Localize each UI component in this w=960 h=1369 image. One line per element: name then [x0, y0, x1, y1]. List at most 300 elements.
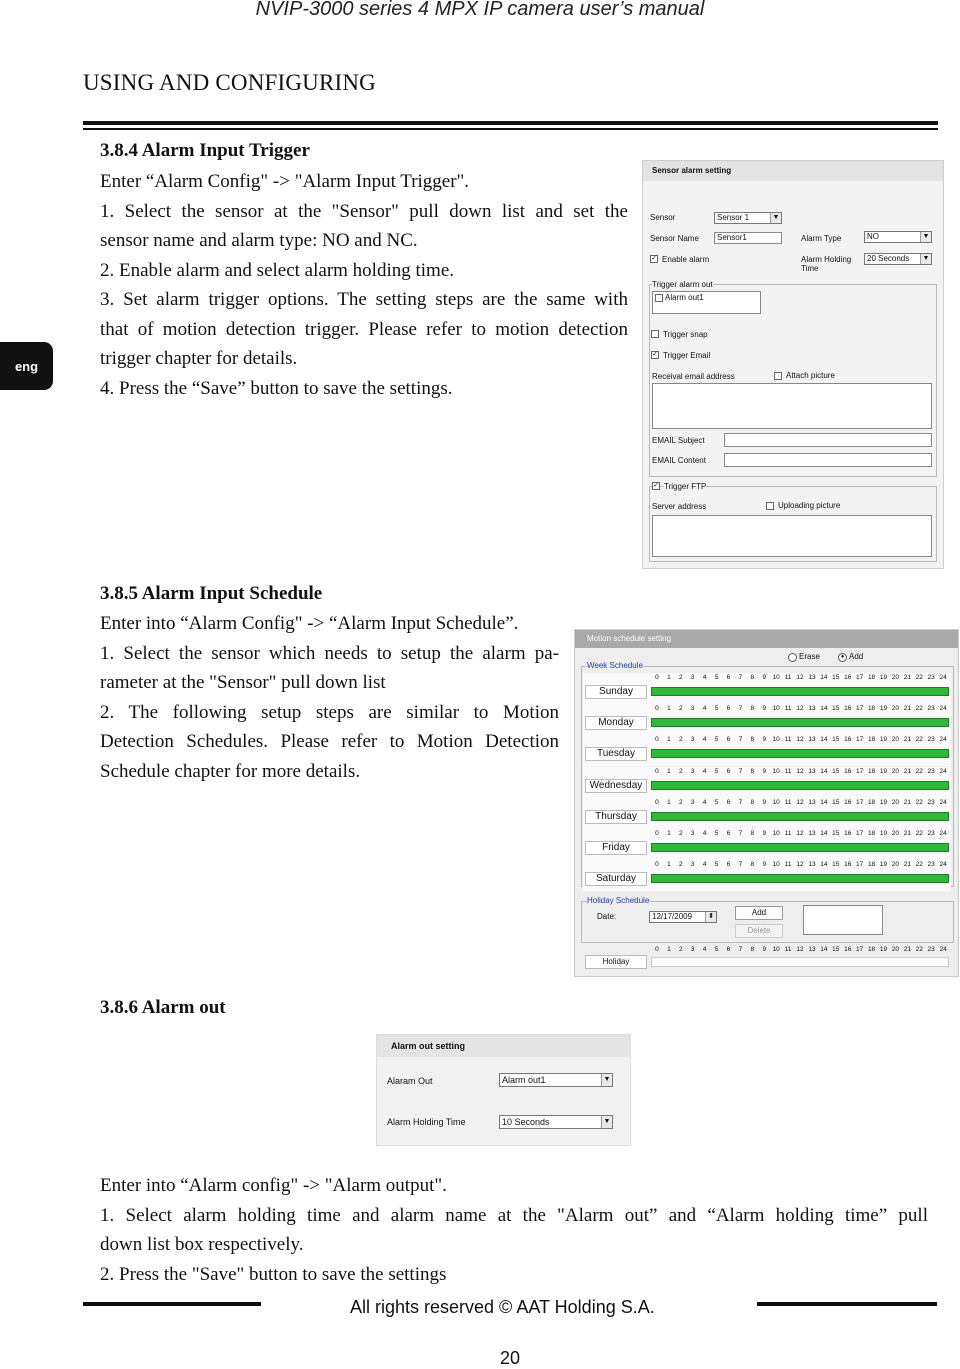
hour-tick-label: 6: [726, 830, 731, 837]
hour-tick-label: 7: [738, 830, 743, 837]
hour-scale: [651, 768, 949, 777]
title-rule-thin: [83, 128, 938, 130]
text-line: 1. Select alarm holding time and alarm name at the "Alarm out” and “Alarm holding time” pull: [100, 1204, 928, 1226]
hour-tick-label: 9: [762, 674, 767, 681]
hour-tick-label: 0: [655, 946, 659, 953]
hour-tick-label: 22: [915, 767, 923, 775]
hour-tick-label: 9: [762, 830, 767, 837]
alarm-out-header: [377, 1035, 630, 1057]
hour-tick-label: 20: [891, 861, 900, 869]
hour-tick-label: 5: [714, 736, 719, 744]
hour-tick-label: 13: [808, 946, 816, 953]
alarm-out-value: Alarm out1: [502, 1075, 546, 1085]
email-subject-input[interactable]: [724, 433, 932, 447]
hour-tick-label: 3: [690, 946, 695, 953]
hour-tick-label: 16: [844, 798, 852, 806]
holding-time-value: 20 Seconds: [867, 254, 910, 263]
holiday-day-label: Holiday: [585, 955, 647, 969]
hour-tick-label: 7: [738, 674, 743, 681]
text-line: trigger chapter for details.: [100, 348, 298, 369]
hour-tick-label: 8: [750, 767, 755, 775]
holiday-schedule-label: Holiday Schedule: [587, 896, 650, 905]
hour-tick-label: 1: [667, 767, 671, 775]
hour-tick-label: 17: [856, 736, 864, 744]
hour-tick-label: 12: [796, 736, 804, 744]
hour-tick-label: 22: [915, 736, 923, 744]
hour-tick-label: 1: [667, 674, 671, 681]
hour-tick-label: 21: [903, 798, 911, 806]
hour-tick-label: 11: [784, 705, 792, 713]
hour-tick-label: 4: [702, 736, 707, 744]
hour-tick-label: 14: [820, 861, 828, 869]
hour-tick-label: 1: [667, 946, 671, 953]
hour-tick-label: 5: [714, 830, 719, 837]
hour-tick-label: 18: [867, 767, 876, 775]
hour-tick-label: 12: [796, 705, 804, 713]
day-label: Thursday: [585, 810, 647, 824]
trigger-email-label: Trigger Email: [663, 351, 711, 360]
hour-tick-label: 6: [726, 798, 731, 806]
hour-tick-label: 24: [939, 736, 947, 744]
alarm-type-select[interactable]: [864, 231, 932, 243]
hour-tick-label: 14: [820, 736, 828, 744]
sensor-name-input[interactable]: [714, 232, 782, 244]
trigger-alarm-out-label: Trigger alarm out: [652, 280, 713, 289]
hour-tick-label: 16: [844, 830, 852, 837]
hour-tick-label: 14: [820, 946, 828, 953]
hour-tick-label: 15: [832, 674, 840, 681]
hour-tick-label: 10: [772, 861, 780, 869]
hour-tick-label: 15: [832, 861, 840, 869]
hour-tick-label: 17: [856, 798, 864, 806]
footer-copyright: All rights reserved © AAT Holding S.A.: [350, 1297, 655, 1317]
hour-tick-label: 23: [927, 798, 935, 806]
text-line: 2. The following setup steps are similar to Motion: [100, 701, 559, 723]
text-3-8-5: [100, 609, 559, 786]
hour-tick-label: 16: [844, 674, 852, 681]
hour-tick-label: 8: [750, 798, 755, 806]
receival-email-input[interactable]: [652, 383, 932, 429]
hour-tick-label: 14: [820, 830, 828, 837]
hour-tick-label: 6: [726, 767, 731, 775]
server-address-input[interactable]: [652, 515, 932, 557]
hour-tick-label: 4: [702, 861, 707, 869]
hour-tick-label: 0: [655, 736, 659, 744]
hour-tick-label: 15: [832, 946, 840, 953]
hour-tick-label: 4: [702, 674, 707, 681]
receival-label: Receival email address: [652, 372, 735, 381]
holding-time-select[interactable]: [864, 253, 932, 265]
hour-tick-label: 17: [856, 946, 864, 953]
text-line: Enter into “Alarm config" -> "Alarm output".: [100, 1175, 447, 1196]
sensor-select[interactable]: [714, 212, 782, 224]
alarm-out-label: Alaram Out: [387, 1076, 433, 1086]
text-line: Schedule chapter for more details.: [100, 760, 361, 782]
text-line: that of motion detection trigger. Please refer to motion detection: [100, 318, 628, 340]
erase-label: Erase: [799, 652, 820, 661]
enable-alarm-label: Enable alarm: [662, 255, 710, 264]
schedule-header: [575, 630, 958, 648]
hour-tick-label: 3: [690, 798, 695, 806]
hour-tick-label: 13: [808, 674, 816, 681]
hour-tick-label: 12: [796, 767, 804, 775]
text-line: 1. Select the sensor which needs to setup the alarm pa-: [100, 642, 559, 664]
holiday-list[interactable]: [803, 905, 883, 935]
alarm-out-title: Alarm out setting: [391, 1041, 466, 1051]
alarm-out-select[interactable]: [499, 1073, 613, 1087]
hour-tick-label: 9: [762, 861, 767, 869]
panel-header: [643, 161, 943, 181]
hour-tick-label: 10: [772, 946, 780, 953]
hour-tick-label: 13: [808, 736, 816, 744]
sensor-name-label: Sensor Name: [650, 234, 699, 243]
motion-schedule-screenshot: [574, 629, 959, 977]
alarm-out1-checkbox[interactable]: [655, 294, 663, 302]
enable-alarm-checkbox[interactable]: ✓: [651, 255, 657, 262]
day-label: Tuesday: [585, 747, 647, 761]
hour-tick-label: 24: [939, 830, 947, 837]
hour-tick-label: 24: [939, 674, 947, 681]
hour-tick-label: 2: [678, 946, 683, 953]
alarm-holding-label: Alarm Holding Time: [387, 1117, 466, 1127]
hour-tick-label: 19: [879, 861, 888, 869]
hour-tick-label: 14: [820, 705, 828, 713]
trigger-ftp-label: Trigger FTP: [664, 482, 707, 491]
hour-tick-label: 21: [903, 946, 911, 953]
hour-tick-label: 3: [690, 861, 695, 869]
hour-scale: [651, 705, 949, 714]
holding-label: Alarm Holding: [801, 255, 852, 264]
hour-tick-label: 19: [879, 830, 888, 837]
page-number: 20: [499, 1348, 521, 1368]
hour-tick-label: 18: [867, 736, 876, 744]
hour-tick-label: 14: [820, 767, 828, 775]
footer-rule-right: [757, 1302, 937, 1306]
schedule-bar[interactable]: [651, 781, 949, 790]
sensor-select-value: Sensor 1: [717, 213, 750, 222]
hour-tick-label: 9: [762, 946, 767, 953]
hour-tick-label: 21: [903, 830, 911, 837]
hour-tick-label: 23: [927, 767, 935, 775]
sensor-name-value: Sensor1: [717, 233, 747, 242]
text-line: 1. Select the sensor at the "Sensor" pull down list and set the: [100, 200, 628, 222]
alarm-holding-value: 10 Seconds: [502, 1117, 550, 1127]
hour-tick-label: 10: [772, 798, 780, 806]
hour-tick-label: 13: [808, 798, 816, 806]
hour-tick-label: 24: [939, 767, 947, 775]
hour-tick-label: 20: [891, 767, 900, 775]
hour-tick-label: 6: [726, 736, 731, 744]
hour-tick-label: 21: [903, 705, 911, 713]
heading-3-8-4: 3.8.4 Alarm Input Trigger: [100, 140, 310, 161]
alarm-out-setting-screenshot: [376, 1034, 631, 1146]
hour-tick-label: 3: [690, 830, 695, 837]
text-3-8-4: [100, 167, 628, 403]
text-line: 4. Press the “Save” button to save the settings.: [100, 377, 453, 399]
hour-scale: [651, 736, 949, 745]
hour-tick-label: 22: [915, 705, 923, 713]
hour-tick-label: 16: [844, 861, 852, 869]
schedule-bar[interactable]: [651, 843, 949, 852]
text-line: 3. Set alarm trigger options. The setting steps are the same with: [100, 289, 628, 310]
hour-tick-label: 0: [655, 861, 659, 869]
add-radio[interactable]: ●: [838, 653, 847, 662]
day-label: Sunday: [585, 685, 647, 699]
hour-tick-label: 10: [772, 736, 780, 744]
schedule-bar[interactable]: [651, 718, 949, 727]
hour-tick-label: 3: [690, 736, 695, 744]
holiday-delete-button[interactable]: Delete: [735, 924, 783, 938]
hour-tick-label: 13: [808, 830, 816, 837]
hour-tick-label: 17: [856, 830, 864, 837]
text-line: down list box respectively.: [100, 1234, 304, 1255]
hour-scale: [651, 861, 949, 870]
hour-tick-label: 14: [820, 798, 828, 806]
hour-tick-label: 1: [667, 798, 671, 806]
hour-tick-label: 5: [714, 798, 719, 806]
hour-tick-label: 7: [738, 767, 743, 775]
hour-tick-label: 18: [867, 830, 876, 837]
trigger-email-checkbox[interactable]: ✓: [652, 351, 658, 358]
text-line: sensor name and alarm type: NO and NC.: [100, 230, 418, 251]
hour-tick-label: 22: [915, 674, 923, 681]
hour-tick-label: 11: [784, 674, 792, 681]
text-line: Enter into “Alarm Config" -> “Alarm Input Schedule”.: [100, 613, 519, 634]
hour-tick-label: 8: [750, 674, 755, 681]
add-label: Add: [849, 652, 864, 661]
email-subject-label: EMAIL Subject: [652, 436, 705, 445]
hour-tick-label: 20: [891, 946, 900, 953]
language-tab: eng: [0, 342, 53, 390]
hour-tick-label: 7: [738, 946, 743, 953]
hour-tick-label: 5: [714, 946, 719, 953]
hour-tick-label: 13: [808, 861, 816, 869]
hour-tick-label: 21: [903, 861, 911, 869]
hour-tick-label: 23: [927, 946, 935, 953]
alarm-type-label: Alarm Type: [801, 234, 842, 243]
hour-tick-label: 2: [678, 767, 683, 775]
hour-tick-label: 15: [832, 736, 840, 744]
hour-tick-label: 16: [844, 767, 852, 775]
hour-tick-label: 24: [939, 798, 947, 806]
hour-tick-label: 12: [796, 798, 804, 806]
attach-picture-label: Attach picture: [786, 371, 835, 380]
text-line: Detection Schedules. Please refer to Motion Detection: [100, 731, 559, 752]
week-schedule-label: Week Schedule: [587, 661, 643, 670]
hour-tick-label: 7: [738, 736, 743, 744]
hour-tick-label: 1: [667, 830, 671, 837]
hour-tick-label: 0: [655, 674, 659, 681]
hour-tick-label: 24: [939, 861, 947, 869]
hour-tick-label: 17: [856, 674, 864, 681]
hour-tick-label: 2: [678, 705, 683, 713]
holiday-add-button[interactable]: Add: [735, 906, 783, 920]
hour-tick-label: 6: [726, 705, 731, 713]
chevron-down-icon: ▼: [601, 1074, 612, 1086]
hour-tick-label: 11: [784, 946, 792, 953]
hour-tick-label: 15: [832, 767, 840, 775]
hour-scale: [651, 830, 949, 839]
hour-tick-label: 24: [939, 946, 947, 953]
hour-scale: [651, 674, 949, 683]
schedule-bar[interactable]: [651, 749, 949, 758]
hour-tick-label: 4: [702, 830, 707, 837]
hour-tick-label: 23: [927, 861, 935, 869]
hour-tick-label: 18: [867, 798, 876, 806]
chevron-down-icon: ▼: [601, 1116, 612, 1128]
uploading-picture-label: Uploading picture: [778, 501, 841, 510]
hour-tick-label: 15: [832, 830, 840, 837]
hour-tick-label: 1: [667, 861, 671, 869]
hour-tick-label: 18: [867, 674, 876, 681]
holiday-bar[interactable]: [651, 957, 949, 967]
hour-tick-label: 6: [726, 861, 731, 869]
hour-tick-label: 6: [726, 946, 731, 953]
email-content-input[interactable]: [724, 453, 932, 467]
schedule-bar[interactable]: [651, 687, 949, 696]
heading-3-8-5: 3.8.5 Alarm Input Schedule: [100, 583, 323, 604]
trigger-ftp-checkbox[interactable]: ✓: [653, 482, 659, 489]
hour-tick-label: 23: [927, 674, 935, 681]
schedule-bar[interactable]: [651, 874, 949, 883]
hour-tick-label: 17: [856, 767, 864, 775]
alarm-holding-select[interactable]: [499, 1115, 613, 1129]
chevron-down-icon: ▼: [920, 232, 931, 242]
hour-tick-label: 20: [891, 830, 900, 837]
hour-tick-label: 5: [714, 861, 719, 869]
hour-tick-label: 20: [891, 705, 900, 713]
hour-tick-label: 19: [879, 736, 888, 744]
hour-tick-label: 4: [702, 767, 707, 775]
date-label: Date:: [597, 912, 617, 921]
attach-picture-checkbox[interactable]: [774, 372, 782, 380]
holiday-hours: [651, 946, 949, 956]
hour-tick-label: 22: [915, 861, 923, 869]
hour-tick-label: 0: [655, 798, 659, 806]
text-line: rameter at the "Sensor" pull down list: [100, 672, 386, 693]
hour-tick-label: 10: [772, 830, 780, 837]
hour-tick-label: 19: [879, 767, 888, 775]
text-line: Enter “Alarm Config" -> "Alarm Input Trigger".: [100, 171, 470, 192]
hour-tick-label: 18: [867, 705, 876, 713]
hour-tick-label: 2: [678, 861, 683, 869]
hour-tick-label: 4: [702, 946, 707, 953]
hour-tick-label: 10: [772, 705, 780, 713]
hour-tick-label: 3: [690, 767, 695, 775]
day-label: Wednesday: [585, 779, 647, 793]
hour-tick-label: 21: [903, 736, 911, 744]
footer-rule-left: [83, 1302, 261, 1306]
hour-tick-label: 18: [867, 946, 876, 953]
spinner-icon: ⬍: [705, 912, 716, 922]
hour-tick-label: 5: [714, 674, 719, 681]
hour-tick-label: 4: [702, 705, 707, 713]
hour-tick-label: 11: [784, 861, 792, 869]
hour-tick-label: 22: [915, 946, 923, 953]
heading-3-8-6: 3.8.6 Alarm out: [100, 997, 226, 1018]
hour-tick-label: 23: [927, 705, 935, 713]
text-3-8-6: [100, 1171, 928, 1289]
hour-tick-label: 20: [891, 798, 900, 806]
schedule-bar[interactable]: [651, 812, 949, 821]
hour-tick-label: 13: [808, 705, 816, 713]
text-line: 2. Enable alarm and select alarm holding time.: [100, 259, 455, 281]
day-label: Saturday: [585, 872, 647, 886]
hour-tick-label: 2: [678, 830, 683, 837]
hour-tick-label: 1: [667, 736, 671, 744]
hour-tick-label: 19: [879, 946, 888, 953]
hour-tick-label: 8: [750, 830, 755, 837]
server-address-label: Server address: [652, 502, 707, 511]
hour-tick-label: 5: [714, 767, 719, 775]
hour-tick-label: 7: [738, 861, 743, 869]
section-title: USING AND CONFIGURING: [83, 70, 376, 95]
hour-tick-label: 13: [808, 767, 816, 775]
hour-tick-label: 23: [927, 736, 935, 744]
hour-tick-label: 11: [784, 736, 792, 744]
hour-tick-label: 16: [844, 946, 852, 953]
hour-tick-label: 0: [655, 767, 659, 775]
erase-radio[interactable]: [788, 653, 797, 662]
hour-tick-label: 11: [784, 830, 792, 837]
trigger-snap-label: Trigger snap: [663, 330, 708, 339]
hour-tick-label: 8: [750, 705, 755, 713]
hour-tick-label: 19: [879, 705, 888, 713]
hour-scale: [651, 799, 949, 808]
hour-tick-label: 18: [867, 861, 876, 869]
hour-tick-label: 23: [927, 830, 935, 837]
hour-tick-label: 21: [903, 767, 911, 775]
panel-title: Sensor alarm setting: [652, 166, 732, 175]
chevron-down-icon: ▼: [770, 213, 781, 223]
hour-tick-label: 20: [891, 674, 900, 681]
hour-tick-label: 4: [702, 798, 707, 806]
hour-tick-label: 2: [678, 674, 683, 681]
hour-tick-label: 6: [726, 674, 731, 681]
hour-tick-label: 17: [856, 705, 864, 713]
day-label: Monday: [585, 716, 647, 730]
chevron-down-icon: ▼: [920, 254, 931, 264]
hour-tick-label: 7: [738, 705, 743, 713]
holding-label-2: Time: [801, 264, 819, 273]
hour-tick-label: 2: [678, 798, 683, 806]
hour-tick-label: 12: [796, 861, 804, 869]
uploading-picture-checkbox[interactable]: [766, 502, 774, 510]
hour-tick-label: 12: [796, 830, 804, 837]
text-line: 2. Press the "Save" button to save the settings: [100, 1263, 447, 1285]
hour-tick-label: 0: [655, 705, 659, 713]
hour-tick-label: 19: [879, 674, 888, 681]
date-picker[interactable]: [649, 911, 717, 923]
hour-tick-label: 14: [820, 674, 828, 681]
hour-tick-label: 9: [762, 798, 767, 806]
hour-tick-label: 8: [750, 736, 755, 744]
hour-tick-label: 16: [844, 736, 852, 744]
hour-tick-label: 12: [796, 674, 804, 681]
hour-tick-label: 7: [738, 798, 743, 806]
trigger-snap-checkbox[interactable]: [651, 330, 659, 338]
hour-tick-label: 5: [714, 705, 719, 713]
hour-tick-label: 9: [762, 736, 767, 744]
hour-tick-label: 1: [667, 705, 671, 713]
alarm-out1-label: Alarm out1: [665, 293, 704, 302]
hour-tick-label: 24: [939, 705, 947, 713]
hour-tick-label: 11: [784, 798, 792, 806]
hour-tick-label: 16: [844, 705, 852, 713]
alarm-type-value: NO: [867, 232, 879, 241]
hour-tick-label: 10: [772, 767, 780, 775]
hour-tick-label: 12: [796, 946, 804, 953]
